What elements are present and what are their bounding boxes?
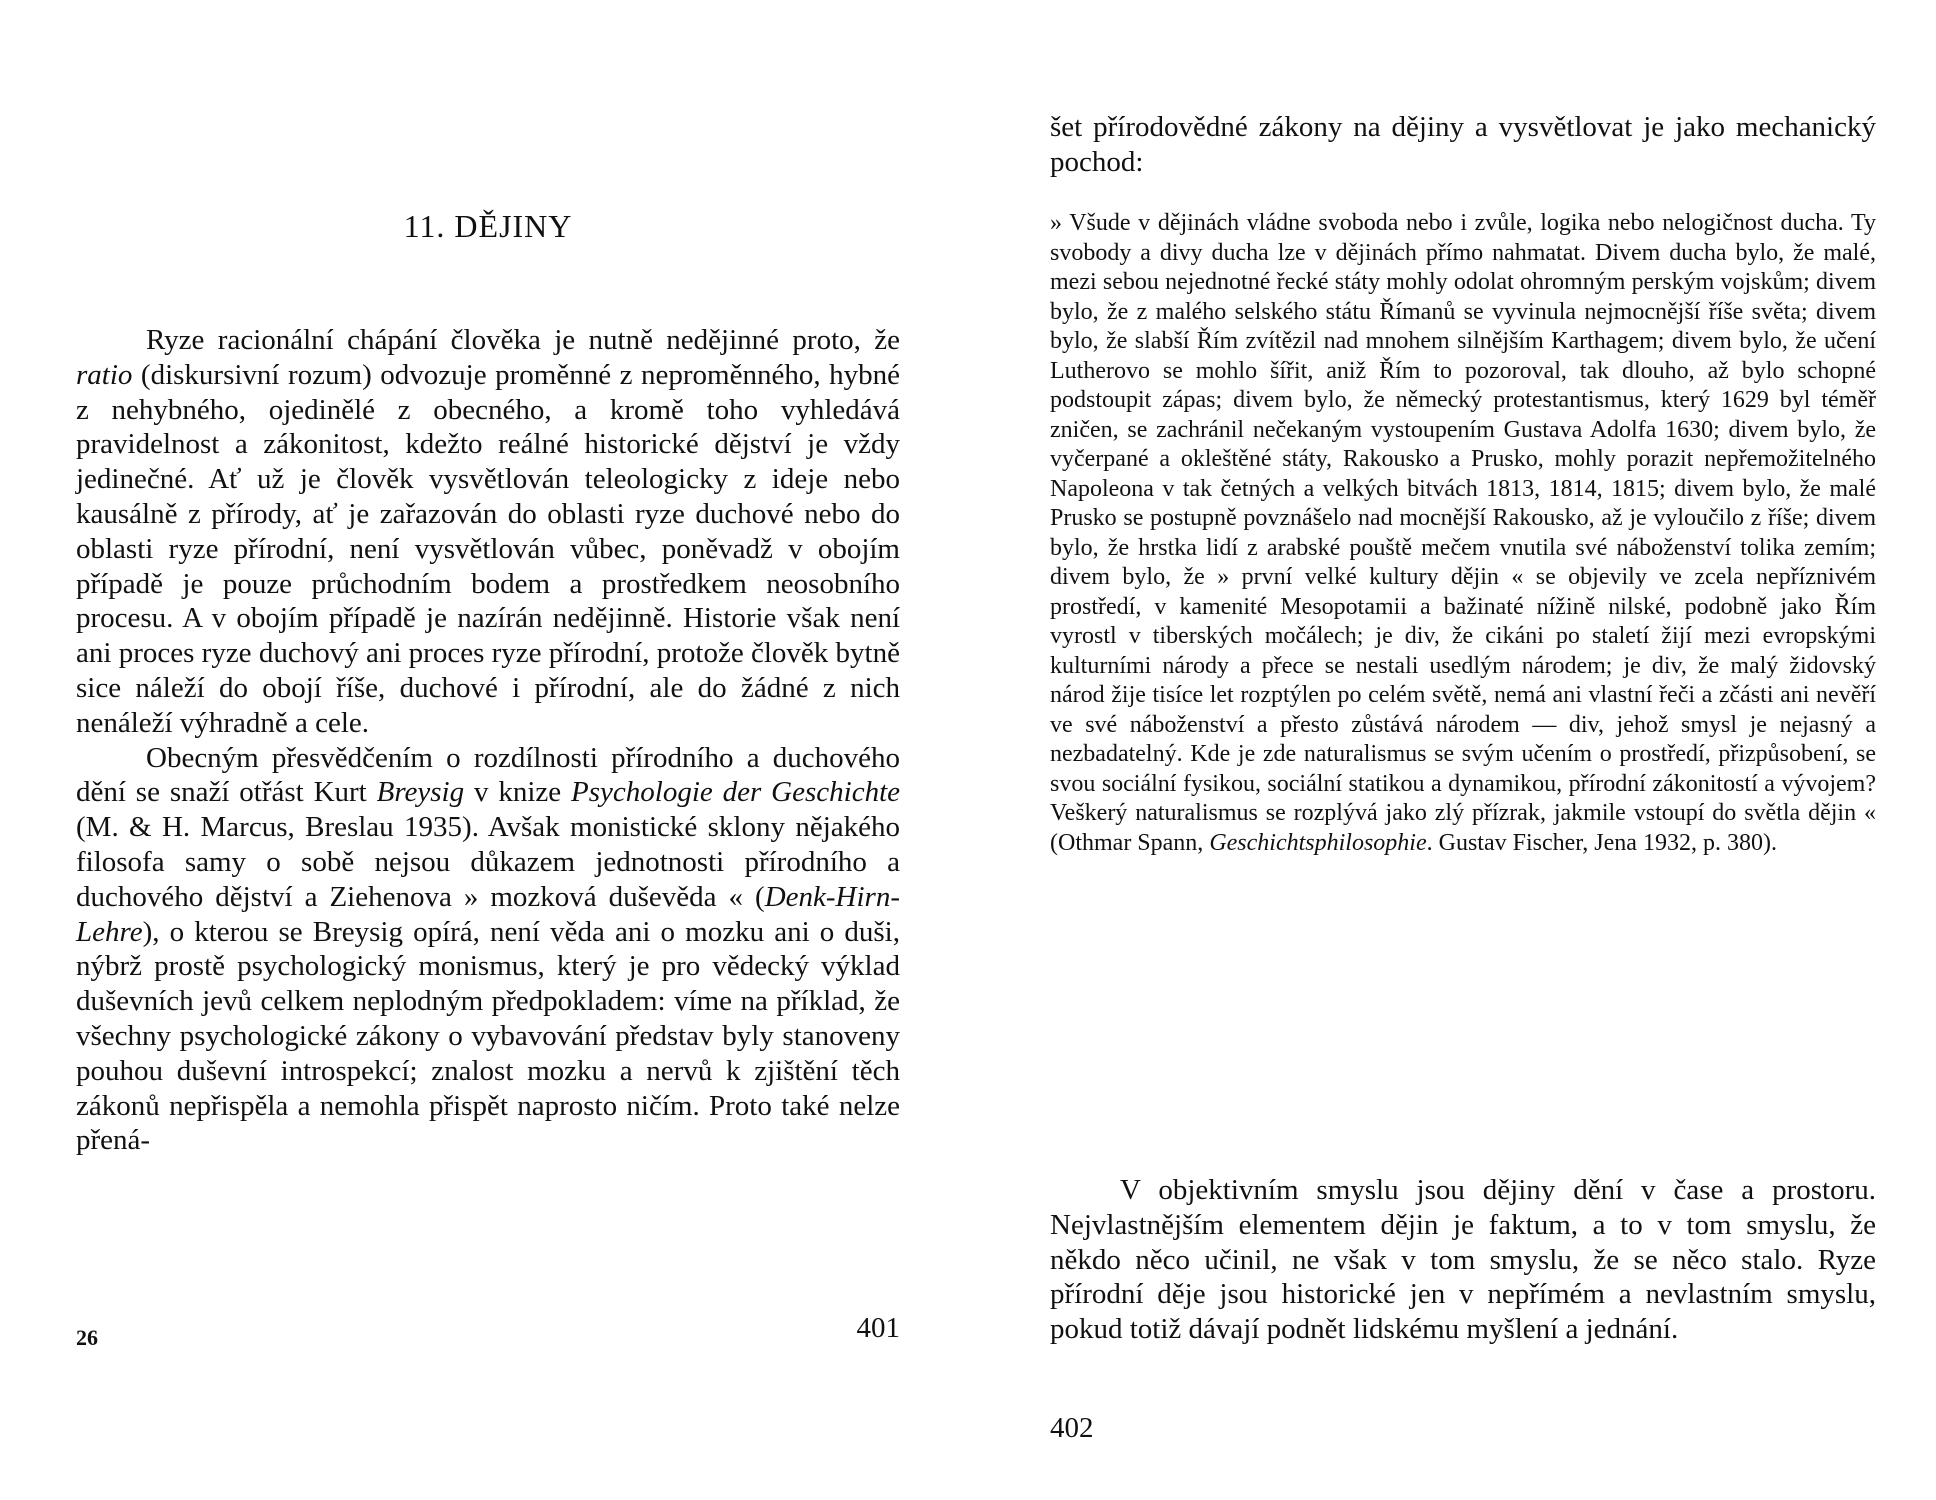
- p2-text-a: Obecným přesvědčením o rozdílnosti přírodního a duchového dění se snaží otřást Kurt: [76, 741, 900, 809]
- paragraph-1: Ryze racionální chápání člověka je nutně nedějinné proto, že ratio (diskursivní rozum) odvozuje proměnné z neproměnného, hybné z nehybného, ojedinělé z obecného, a kromě toho vyhledává pravidelnost a zákonitost, kdežto reálné historické dějství je vždy jedinečné. Ať už je člověk vysvětlován teleologicky z ideje nebo kausálně z přírody, ať je zařazován do oblasti ryze duchové nebo do oblasti ryze přírodní, není vysvětlován vůbec, poněvadž v obojím případě je pouze průchodním bodem a prostředkem neosobního procesu. A v obojím případě je nazírán nedějinně. Historie však není ani proces ryze duchový ani proces ryze přírodní, protože člověk bytně sice náleží do obojí říše, duchové i přírodní, ale do žádné z nich nenáleží výhradně a cele.: [76, 324, 900, 739]
- right-page-top-text: [1050, 110, 1876, 180]
- signature-mark: 26: [76, 1325, 98, 1350]
- page-number-left: 401: [856, 1312, 900, 1344]
- paragraph-2: [76, 741, 900, 1159]
- p2-breysig: Breysig: [376, 776, 465, 809]
- right-page-bottom-text: [1050, 1173, 1876, 1347]
- left-page: [76, 0, 900, 1500]
- p2-denk-hirn-lehre: Denk-Hirn-Lehre: [76, 880, 900, 948]
- quote-text-b: . Gustav Fischer, Jena 1932, p. 380).: [1426, 829, 1777, 856]
- p2-text-b: v knize: [464, 776, 572, 809]
- chapter-title: 11. DĚJINY: [403, 208, 573, 244]
- ratio-term: ratio: [76, 358, 133, 391]
- p2-text-c: (M. & H. Marcus, Breslau 1935). Avšak monistické sklony nějakého filosofa samy o sobě nejsou důkazem jednotnosti přírodního a duchového dějství a Ziehenova » mozková duševěda « (: [76, 811, 900, 913]
- continuation-paragraph: šet přírodovědné zákony na dějiny a vysvětlovat je jako mechanický pochod:: [1050, 111, 1876, 178]
- p2-text-d: ), o kterou se Breysig opírá, není věda ani o mozku ani o duši, nýbrž prostě psychologický monismus, který je pro vědecký výklad duševních jevů celkem neplodným předpokladem: víme na příklad, že všechny psychologické zákony o vybavování představ byly stanoveny pouhou duševní introspekcí; znalost mozku a nervů k zjištění těch zákonů nepřispěla a nemohla přispět naprosto ničím. Proto také nelze přená-: [76, 915, 900, 1157]
- quote-text-a: » Všude v dějinách vládne svoboda nebo i zvůle, logika nebo nelogičnost ducha. Ty svobody a divy ducha lze v dějinách přímo nahmatat. Divem ducha bylo, že malé, mezi sebou nejednotné řecké státy mohly odolat ohromným perským vojskům; divem bylo, že z malého selského státu Římanů se vyvinula nejmocnější říše světa; divem bylo, že slabší Řím zvítězil nad mnohem silnějším Karthagem; divem bylo, že učení Lutherovo se mohlo šířit, aniž Řím to pozoroval, tak dlouho, až bylo schopné podstoupit zápas; divem bylo, že německý protestantismus, který 1629 byl téměř zničen, se zachránil nečekaným vystoupením Gustava Adolfa 1630; divem bylo, že vyčerpané a okleštěné státy, Rakousko a Prusko, mohly porazit nepřemožitelného Napoleona v tak četných a velkých bitvách 1813, 1814, 1815; divem bylo, že malé Prusko se postupně povznášelo nad mocnější Rakousko, až je vyloučilo z říše; divem bylo, že hrstka lidí z arabské pouště mečem vnutila své náboženství tolika zemím; divem bylo, že » první velké kultury dějin « se objevily ve zcela nepříznivém prostředí, v kamenité Mesopotamii a bažinaté nížině nilské, podobně jako Řím vyrostl v tiberských močálech; je div, že cikáni po staletí žijí mezi evropskými kulturními národy a přece se nestali usedlým národem; je div, že malý židovský národ žije tisíce let rozptýlen po celém světě, nemá ani vlastní řeči a zčásti ani nevěří ve své náboženství a přesto zůstává národem — div, jehož smysl je nejasný a nezbadatelný. Kde je zde naturalismus se svým učením o prostředí, přizpůsobení, se svou sociální fysikou, sociální statikou a dynamikou, přírodní zákonitostí a vývojem? Veškerý naturalismus se rozplývá jako zlý přízrak, jakmile vstoupí do světla dějin « (Othmar Spann,: [1050, 210, 1876, 856]
- p2-book-title: Psychologie der Geschichte: [571, 776, 900, 809]
- closing-paragraph: V objektivním smyslu jsou dějiny dění v čase a prostoru. Nejvlastnějším elementem dějin je faktum, a to v tom smyslu, že někdo něco učinil, ne však v tom smyslu, že se něco stalo. Ryze přírodní děje jsou historické jen v nepřímém a nevlastním smyslu, pokud totiž dávají podnět lidskému myšlení a jednání.: [1050, 1174, 1876, 1346]
- block-quote: [1050, 209, 1876, 858]
- quote-book-title: Geschichtsphilosophie: [1209, 829, 1427, 856]
- left-page-body: [76, 323, 900, 1158]
- page-number-right: 402: [1050, 1412, 1094, 1444]
- right-page: [1050, 0, 1876, 1500]
